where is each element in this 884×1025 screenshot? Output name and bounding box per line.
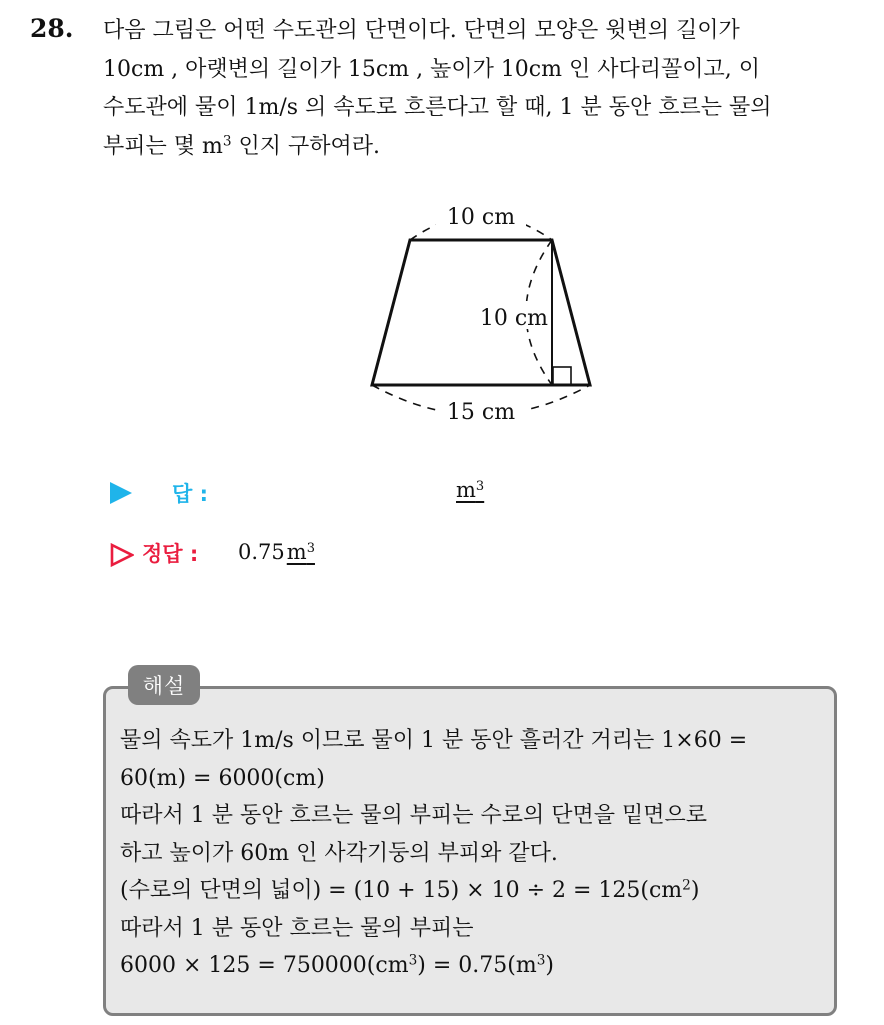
explanation-line-7-exponent-1: 3	[408, 952, 418, 969]
answer-row	[110, 478, 610, 510]
explanation-line-3: 따라서 1 분 동안 흐르는 물의 부피는 수로의 단면을 밑면으로	[120, 803, 707, 828]
problem-line-4-a: 부피는 몇 m	[103, 133, 223, 159]
problem-line-1: 다음 그림은 어떤 수도관의 단면이다. 단면의 모양은 윗변의 길이가	[103, 18, 740, 43]
height-length-label: 10 cm	[479, 306, 548, 331]
explanation-line-7-c: ) = 0.75(m	[417, 953, 537, 978]
explanation-line-7-exponent-2: 3	[536, 952, 546, 969]
correct-answer-value	[238, 540, 315, 564]
explanation-line-5-a: (수로의 단면의 넓이) = (10 + 15) × 10 ÷ 2 = 125(cm	[120, 878, 683, 903]
bottom-length-label: 15 cm	[446, 400, 516, 425]
correct-answer-unit-exponent: 3	[306, 540, 315, 556]
problem-number: 28.	[30, 14, 74, 43]
top-length-label: 10 cm	[446, 205, 516, 230]
problem-line-2: 10cm , 아랫변의 길이가 15cm , 높이가 10cm 인 사다리꼴이고, 이	[103, 56, 760, 82]
problem-text	[103, 12, 863, 166]
explanation-line-7	[120, 947, 830, 985]
correct-answer-row	[110, 538, 610, 572]
explanation-line-5-c: )	[690, 878, 700, 903]
right-angle-mark	[553, 367, 571, 385]
explanation-line-5	[120, 872, 830, 910]
explanation-line-7-e: )	[545, 953, 554, 978]
answer-unit-exponent: 3	[475, 478, 485, 494]
play-triangle-icon	[110, 482, 132, 504]
answer-label: 답 :	[172, 482, 208, 506]
problem-line-4	[103, 128, 863, 167]
explanation-line-2: 60(m) = 6000(cm)	[120, 765, 325, 791]
correct-answer-unit-base: m	[286, 540, 307, 564]
outline-triangle-icon	[110, 543, 134, 567]
problem-line-3: 수도관에 물이 1m/s 의 속도로 흐른다고 할 때, 1 분 동안 흐르는 물의	[103, 95, 772, 120]
correct-answer-unit	[287, 540, 315, 564]
explanation-line-1: 물의 속도가 1m/s 이므로 물이 1 분 동안 흘러간 거리는 1×60 =	[120, 728, 748, 753]
trapezoid-figure	[360, 195, 600, 430]
problem-line-4-b: 인지 구하여라.	[231, 133, 381, 159]
explanation-text	[120, 722, 830, 985]
explanation-line-4: 하고 높이가 60m 인 사각기둥의 부피와 같다.	[120, 840, 558, 866]
answer-unit-base: m	[456, 478, 476, 502]
explanation-title: 해설	[128, 665, 200, 705]
correct-answer-number: 0.75	[238, 540, 285, 564]
correct-answer-label: 정답 :	[142, 542, 199, 566]
problem-exponent: 3	[222, 133, 232, 149]
explanation-line-5-exponent: 2	[682, 877, 691, 894]
answer-unit[interactable]	[456, 478, 484, 502]
explanation-line-7-a: 6000 × 125 = 750000(cm	[120, 953, 409, 978]
explanation-line-6: 따라서 1 분 동안 흐르는 물의 부피는	[120, 915, 474, 941]
